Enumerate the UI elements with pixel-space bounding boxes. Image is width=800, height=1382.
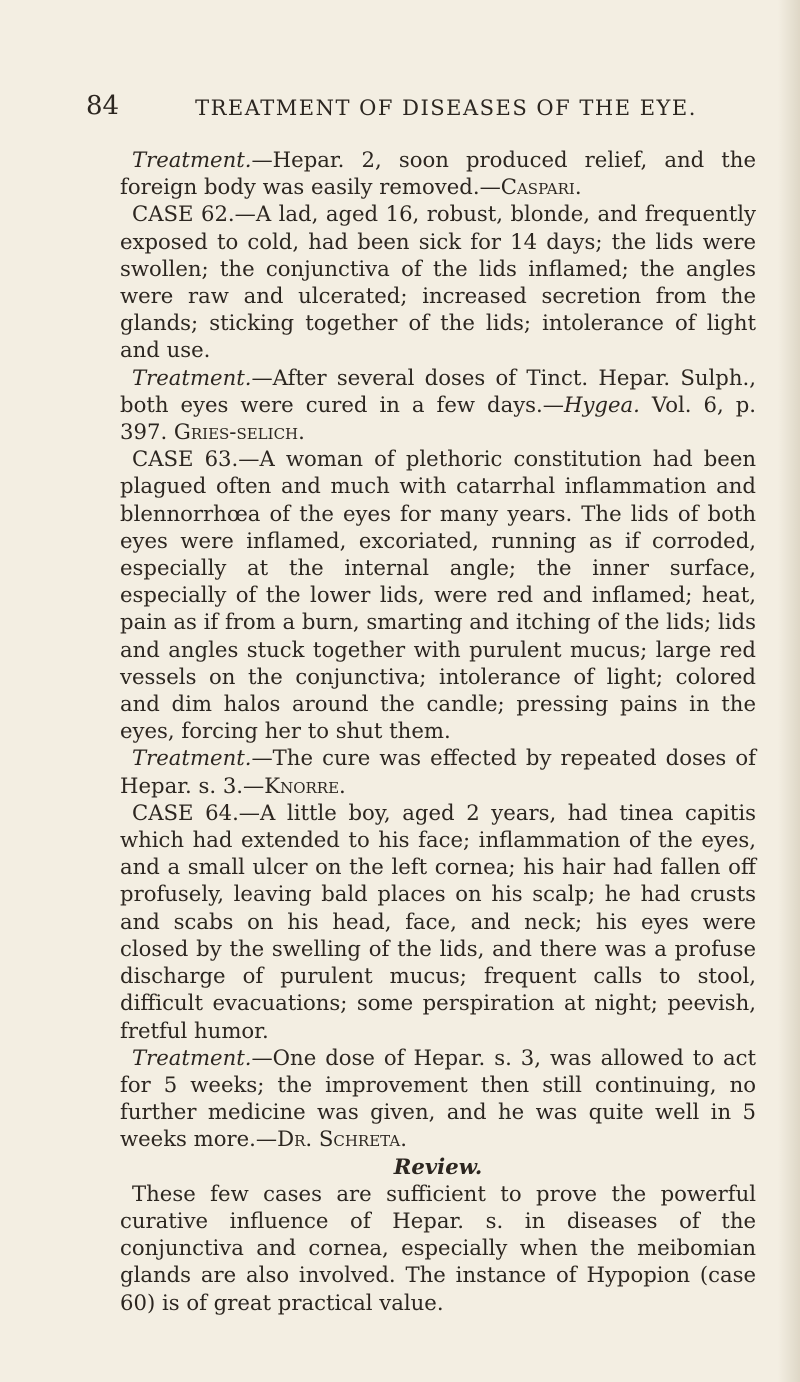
paragraph-treatment-63	[120, 744, 756, 798]
paragraph-text: CASE 63.—A woman of plethoric constitution had been plagued often and much with catarrhal inflammation and blennorrhœa of the eyes for many years. The lids of both eyes were inflamed, excoriated, running as if corroded, especially at the internal angle; the inner surface, especially of the lower lids, were red and inflamed; heat, pain as if from a burn, smarting and itching of the lids; lids and angles stuck together with purulent mucus; large red vessels on the conjunctiva; intolerance of light; colored and dim halos around the candle; pressing pains in the eyes, forcing her to shut them.	[120, 446, 756, 744]
treatment-lead: Treatment.	[132, 1044, 252, 1070]
treatment-lead: Treatment.	[132, 745, 252, 771]
author-name: Dr. Schreta.	[277, 1126, 407, 1152]
author-name: Caspari.	[500, 174, 582, 200]
paragraph-text: —After several doses of Tinct. Hepar. Sulph., both eyes were cured in a few days.—	[120, 364, 756, 417]
body-text	[120, 146, 756, 1316]
paragraph-text: —Hepar. 2, soon produced relief, and the foreign body was easily removed.—	[120, 147, 756, 200]
source-citation: Vol. 6, p. 397.	[120, 391, 757, 445]
author-name: Knorre.	[264, 772, 346, 798]
source-title: Hygea.	[563, 391, 640, 417]
paragraph-case-62	[120, 200, 756, 363]
paragraph-text: CASE 64.—A little boy, aged 2 years, had tinea capitis which had extended to his face; inflammation of the eyes, and a small ulcer on the left cornea; his hair had fallen off profusely, leaving bald places on his scalp; he had crusts and scabs on his head, face, and neck; his eyes were closed by the swelling of the lids, and there was a profuse discharge of purulent mucus; frequent calls to stool, difficult evacuations; some perspiration at night; peevish, fretful humor.	[120, 799, 756, 1043]
paragraph-treatment-64	[120, 1044, 756, 1153]
page-number: 84	[86, 91, 120, 121]
review-paragraph: These few cases are sufficient to prove the powerful curative influence of Hepar. s. in diseases of the conjunctiva and cornea, especially when the meibomian glands are also involved. The instance of Hypopion (case 60) is of great practical value.	[120, 1180, 756, 1315]
paragraph-text: CASE 62.—A lad, aged 16, robust, blonde, and frequently exposed to cold, had been sick for 14 days; the lids were swollen; the conjunctiva of the lids inflamed; the angles were raw and ulcerated; increased secretion from the glands; sticking together of the lids; intolerance of light and use.	[120, 201, 756, 363]
running-title: TREATMENT OF DISEASES OF THE EYE.	[195, 96, 697, 120]
paragraph-case-64	[120, 799, 756, 1044]
author-name: Gries-selich.	[173, 419, 305, 445]
treatment-lead: Treatment.	[132, 147, 252, 172]
paragraph-text: —The cure was effected by repeated doses of Hepar. s. 3.—	[120, 745, 756, 798]
page-edge-shadow	[778, 0, 800, 1382]
paragraph-text: —One dose of Hepar. s. 3, was allowed to act for 5 weeks; the improvement then still continuing, no further medicine was given, and he was quite well in 5 weeks more.—	[120, 1044, 756, 1152]
paragraph-treatment-62	[120, 364, 756, 446]
running-head	[86, 92, 800, 120]
review-heading: Review.	[393, 1153, 483, 1179]
paragraph-treatment-61	[120, 146, 756, 200]
treatment-lead: Treatment.	[132, 364, 252, 390]
paragraph-case-63	[120, 445, 756, 744]
